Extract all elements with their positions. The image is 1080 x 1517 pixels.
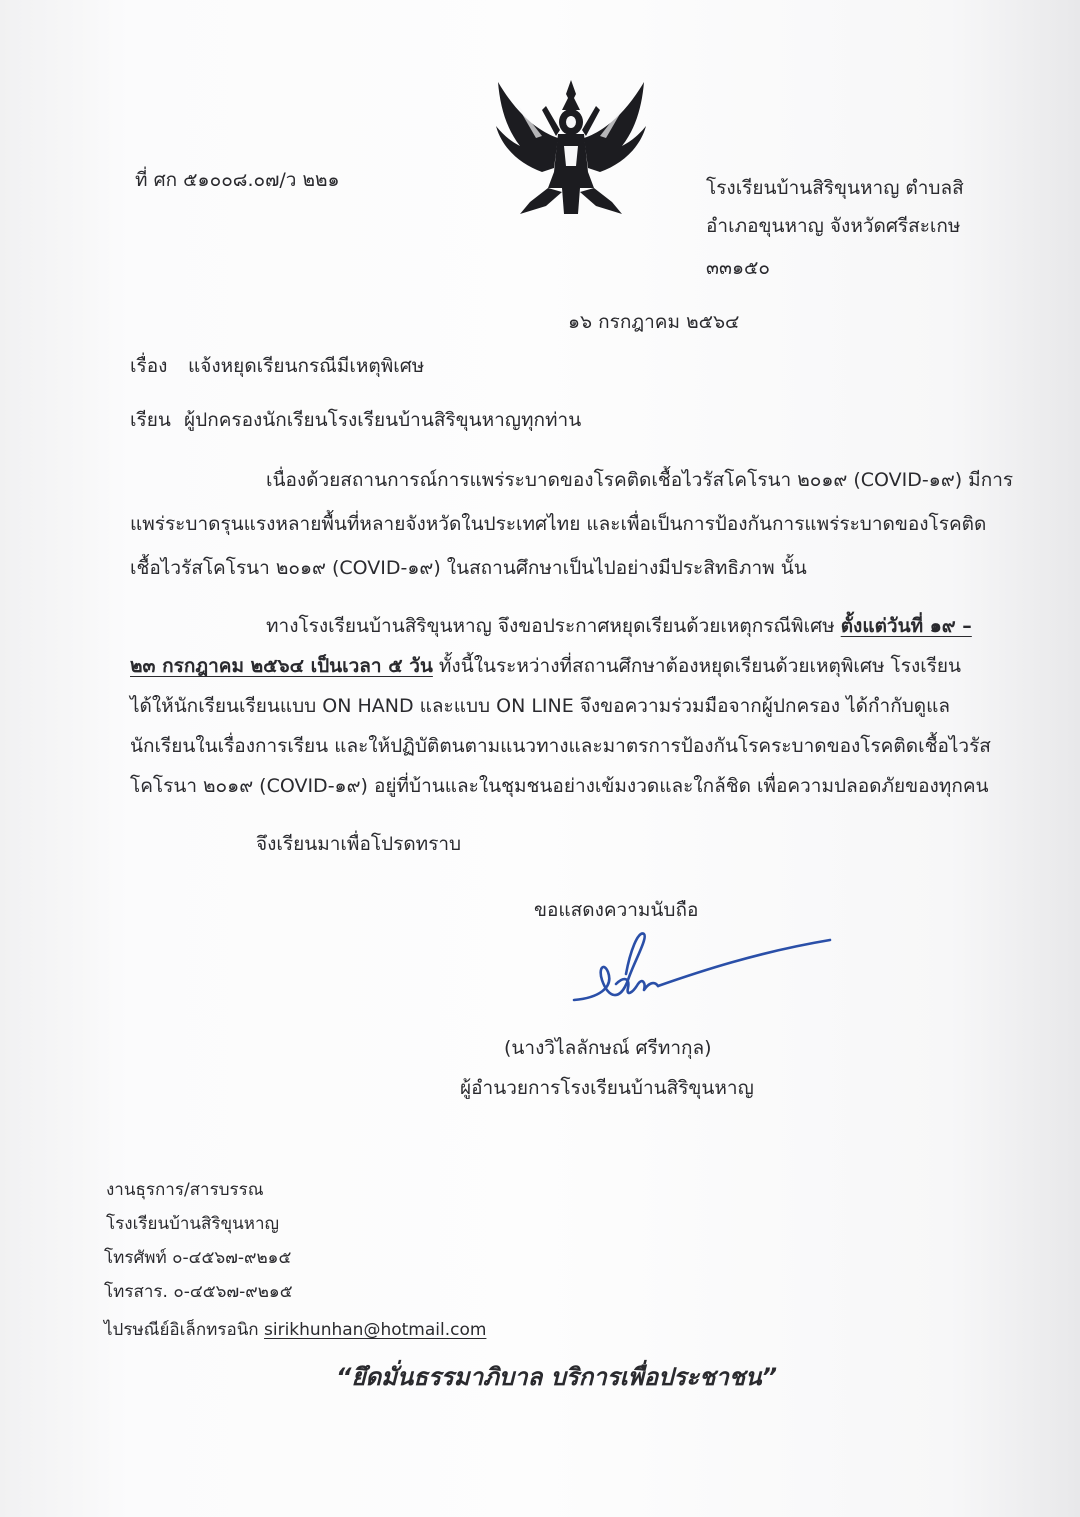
footer-department: งานธุรการ/สารบรรณ xyxy=(106,1180,264,1200)
footer-email-link[interactable]: sirikhunhan@hotmail.com xyxy=(264,1320,487,1340)
document-reference-number: ที่ ศก ๕๑๐๐๘.๐๗/ว ๒๒๑ xyxy=(135,169,340,191)
closure-start-date: ตั้งแต่วันที่ ๑๙ – xyxy=(840,615,972,637)
body-paragraph-2-line-4: นักเรียนในเรื่องการเรียน และให้ปฏิบัติตนตามแนวทางและมาตรการป้องกันโรคระบาดของโรคติดเชื้อไวรัส xyxy=(130,735,991,757)
footer-fax: โทรสาร. ๐-๔๕๖๗-๙๒๑๕ xyxy=(104,1282,293,1302)
signatory-position: ผู้อำนวยการโรงเรียนบ้านสิริขุนหาญ xyxy=(460,1077,754,1099)
footer-email-label: ไปรษณีย์อิเล็กทรอนิก xyxy=(104,1320,265,1340)
closure-end-date: ๒๓ กรกฎาคม ๒๕๖๔ เป็นเวลา ๕ วัน xyxy=(130,655,433,677)
footer-email-line xyxy=(104,1318,486,1342)
regards-text: ขอแสดงความนับถือ xyxy=(534,899,699,921)
closure-details-text: ทั้งนี้ในระหว่างที่สถานศึกษาต้องหยุดเรียนด้วยเหตุพิเศษ โรงเรียน xyxy=(432,655,962,677)
closing-line: จึงเรียนมาเพื่อโปรดทราบ xyxy=(256,833,462,855)
body-paragraph-1-line-3: เชื้อไวรัสโคโรนา ๒๐๑๙ (COVID-๑๙) ในสถานศึกษาเป็นไปอย่างมีประสิทธิภาพ นั้น xyxy=(130,557,807,579)
recipient-text: ผู้ปกครองนักเรียนโรงเรียนบ้านสิริขุนหาญทุกท่าน xyxy=(184,409,582,431)
school-address-line-1: โรงเรียนบ้านสิริขุนหาญ ตำบลสิ xyxy=(706,177,964,199)
school-address-line-2: อำเภอขุนหาญ จังหวัดศรีสะเกษ xyxy=(706,215,961,237)
garuda-emblem xyxy=(490,76,652,218)
footer-phone: โทรศัพท์ ๐-๔๕๖๗-๙๒๑๕ xyxy=(104,1248,292,1268)
body-paragraph-2-line-5: โคโรนา ๒๐๑๙ (COVID-๑๙) อยู่ที่บ้านและในชุมชนอย่างเข้มงวดและใกล้ชิด เพื่อความปลอดภัยของทุกคน xyxy=(130,775,989,797)
footer-school: โรงเรียนบ้านสิริขุนหาญ xyxy=(106,1214,280,1234)
signature-image xyxy=(568,928,838,1010)
letter-date: ๑๖ กรกฎาคม ๒๕๖๔ xyxy=(568,311,740,333)
body-paragraph-2-line-1 xyxy=(266,614,972,638)
body-paragraph-2-line-2 xyxy=(130,654,961,678)
body-paragraph-1-line-1: เนื่องด้วยสถานการณ์การแพร่ระบาดของโรคติดเชื้อไวรัสโคโรนา ๒๐๑๙ (COVID-๑๙) มีการ xyxy=(266,469,1014,491)
slogan: “ยึดมั่นธรรมาภิบาล บริการเพื่อประชาชน” xyxy=(336,1363,778,1391)
signatory-name: (นางวิไลลักษณ์ ศรีทากุล) xyxy=(504,1037,712,1059)
recipient-label: เรียน xyxy=(130,409,171,431)
subject-text: แจ้งหยุดเรียนกรณีมีเหตุพิเศษ xyxy=(188,355,425,377)
body-paragraph-2-line-3: ได้ให้นักเรียนเรียนแบบ ON HAND และแบบ ON LINE จึงขอความร่วมมือจากผู้ปกครอง ได้กำกับดูแล xyxy=(130,695,950,717)
body-paragraph-1-line-2: แพร่ระบาดรุนแรงหลายพื้นที่หลายจังหวัดในประเทศไทย และเพื่อเป็นการป้องกันการแพร่ระบาดของโรคติด xyxy=(130,513,987,535)
subject-label: เรื่อง xyxy=(130,355,168,377)
postal-code: ๓๓๑๕๐ xyxy=(706,257,771,279)
announcement-text: ทางโรงเรียนบ้านสิริขุนหาญ จึงขอประกาศหยุดเรียนด้วยเหตุกรณีพิเศษ xyxy=(266,615,841,637)
